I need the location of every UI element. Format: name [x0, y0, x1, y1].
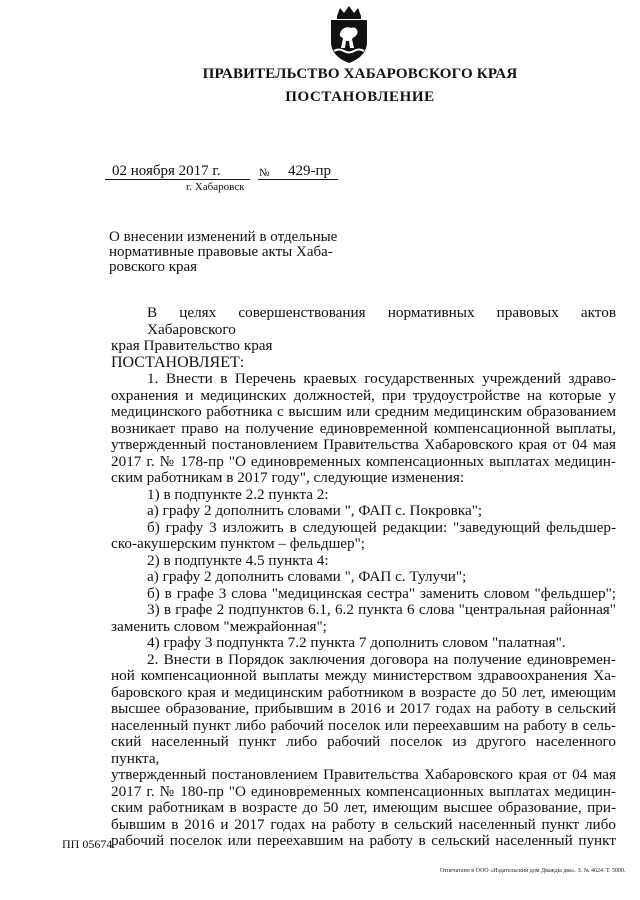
body-line: ским работникам в возрасте до 50 лет, имеющим высшее образование, при- [111, 799, 616, 816]
body-line: рабочий поселок или переехавшим на работу в сельский населенный пункт [111, 832, 616, 849]
body-line: 4) графу 3 подпункта 7.2 пункта 7 дополнить словом "палатная". [147, 634, 566, 651]
body-line: 1. Внести в Перечень краевых государственных учреждений здраво- [147, 370, 616, 387]
body-line: В целях совершенствования нормативных правовых актов Хабаровского [147, 304, 616, 338]
body-line: высшее образование, прибывшим в 2016 и 2017 годах на работу в сельский [111, 700, 616, 717]
body-line: б) графу 3 изложить в следующей редакции: "заведующий фельдшер- [147, 518, 616, 536]
body-line: медицинского работника с высшим или средним медицинским образованием [111, 403, 616, 420]
date-underline [105, 179, 250, 180]
body-line: баровского края и медицинским работником в возрасте до 50 лет, имеющим [111, 683, 616, 701]
body-line: утвержденный постановлением Правительства Хабаровского края от 04 мая [111, 436, 616, 453]
body-line: б) в графе 3 слова "медицинская сестра" заменить словом "фельдшер"; [147, 584, 616, 602]
subject-line: ровского края [109, 259, 198, 275]
body-line: края Правительство края [111, 337, 273, 354]
body-line: ной компенсационной выплаты между министерством здравоохранения Ха- [111, 667, 616, 684]
subject-line: О внесении изменений в отдельные [109, 229, 338, 245]
document-code: ПП 05674 [62, 837, 113, 851]
document-number: 429-пр [288, 163, 332, 179]
body-line: а) графу 2 дополнить словами ", ФАП с. Тулучи"; [147, 568, 467, 585]
body-line: а) графу 2 дополнить словами ", ФАП с. Покровка"; [147, 502, 483, 519]
document-body [111, 305, 616, 850]
body-line: 3) в графе 2 подпунктов 6.1, 6.2 пункта 6 слова "центральная районная" [147, 601, 616, 618]
document-subject [109, 230, 349, 275]
body-line: 1) в подпункте 2.2 пункта 2: [147, 485, 329, 503]
subject-line: нормативные правовые акты Хаба- [109, 244, 333, 260]
body-line: ско-акушерским пунктом – фельдшер"; [111, 535, 366, 552]
body-line: утвержденный постановлением Правительства Хабаровского края от 04 мая [111, 766, 616, 783]
coat-of-arms-emblem [323, 4, 375, 64]
printer-imprint: Отпечатано в ООО «Издательский дом Дважды два». З. № 4624. Т. 5000. [440, 868, 626, 874]
document-date: 02 ноября 2017 г. [112, 163, 221, 179]
body-line: бывшим в 2016 и 2017 годах на работу в сельский населенный пункт либо [111, 815, 616, 833]
document-type: ПОСТАНОВЛЕНИЕ [285, 89, 435, 105]
body-line: 2. Внести в Порядок заключения договора на получение единовремен- [147, 650, 616, 668]
number-label: № [259, 167, 270, 179]
body-line: ский населенный пункт либо рабочий поселок из другого населенного пункта, [111, 733, 616, 767]
body-line: возникает право на получение единовременной компенсационной выплаты, [111, 419, 616, 437]
body-line: ПОСТАНОВЛЯЕТ: [111, 353, 245, 371]
organization-name: ПРАВИТЕЛЬСТВО ХАБАРОВСКОГО КРАЯ [202, 66, 518, 82]
body-line: ским работникам в 2017 году", следующие изменения: [111, 469, 465, 486]
body-line: 2) в подпункте 4.5 пункта 4: [147, 551, 329, 569]
body-line: 2017 г. № 178-пр "О единовременных компенсационных выплатах медицин- [111, 452, 616, 470]
body-line: населенный пункт либо рабочий поселок или переехавшим на работу в сель- [111, 716, 616, 734]
number-underline [258, 179, 338, 180]
body-line: охранения и медицинских должностей, при трудоустройстве на которые у [111, 386, 616, 404]
city: г. Хабаровск [186, 181, 245, 193]
body-line: заменить словом "межрайонная"; [111, 617, 327, 635]
body-line: 2017 г. № 180-пр "О единовременных компенсационных выплатах медицин- [111, 782, 616, 800]
